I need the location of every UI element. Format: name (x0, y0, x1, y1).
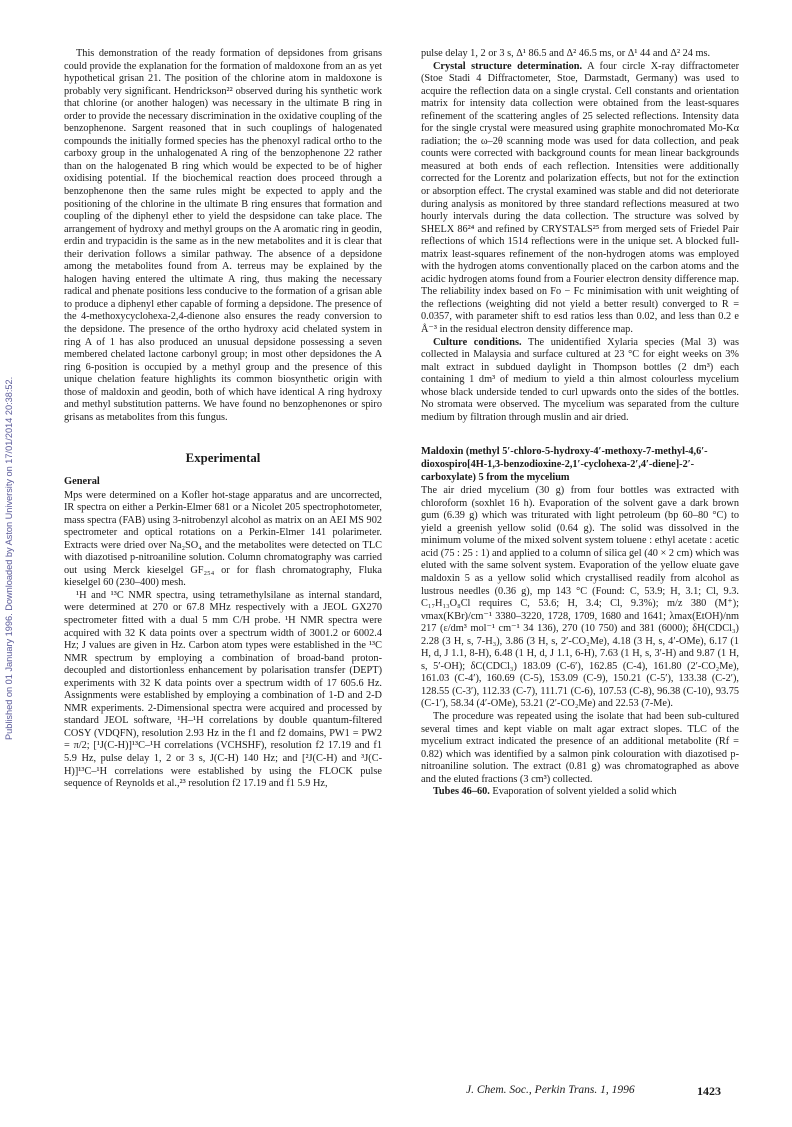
repeat-procedure-paragraph: The procedure was repeated using the isolate that had been sub-cultured several times and kept viable on malt agar extract slopes. TLC of the mycelium extract indicated the presence of an additional metabolite (Rf = 0.82) which was identified by a salmon pink colouration with diazotised p-nitroaniline solution. The extract (0.81 g) was chromatographed as above and the eluted fractions (3 cm³) collected. (421, 711, 739, 785)
left-column (64, 48, 382, 791)
culture-conditions-paragraph (421, 337, 739, 425)
page-number: 1423 (697, 1084, 721, 1098)
download-watermark (4, 180, 18, 740)
tubes-heading: Tubes 46–60. (433, 786, 490, 798)
right-column (421, 48, 739, 799)
page-footer (466, 1084, 766, 1100)
crystal-structure-paragraph (421, 61, 739, 337)
crystal-structure-heading: Crystal structure determination. (433, 60, 583, 72)
download-watermark-text: Published on 01 January 1996. Downloaded by Aston University on 17/01/2014 20:38:52. (4, 376, 14, 740)
maldoxin-isolation-paragraph: The air dried mycelium (30 g) from four bottles was extracted with chloroform (soxhlet 16 h). Evaporation of the solvent gave a dark brown gum (6.39 g) which was triturated with light petroleum (bp 60–80 °C) to yield a greenish yellow solid (0.64 g). The solid was dissolved in the minimum volume of the mixed solvent system toluene : ethyl acetate : acetic acid (75 : 25 : 1) and applied to a column of silica gel (40 × 2 cm) which was eluted with the same solvent system. Evaporation of the yellow eluate gave maldoxin 5 as a yellow solid which crystallised readily from alcohol as lustrous needles (0.36 g), mp 143 °C (Found: C, 53.9; H, 3.1; Cl, 9.3. C₁₇H₁₃O₈Cl requires C, 53.6; H, 3.4; Cl, 9.3%); m/z 380 (M⁺); νmax(KBr)/cm⁻¹ 3380–3220, 1728, 1709, 1680 and 1641; λmax(EtOH)/nm 217 (ε/dm³ mol⁻¹ cm⁻¹ 34 136), 270 (10 750) and 381 (6000); δH(CDCl₃) 2.28 (3 H, s, 7-H₃), 3.86 (3 H, s, 2′-CO₂Me), 4.18 (3 H, s, 4′-OMe), 6.17 (1 H, d, J 1.1, 8-H), 6.48 (1 H, d, J 1.1, 6-H), 7.63 (1 H, s, 3′-H) and 9.87 (1 H, s, 5′-OH); δC(CDCl₃) 183.09 (C-6′), 162.85 (C-4), 161.80 (2′-CO₂Me), 161.03 (C-4′), 160.69 (C-5), 153.09 (C-9), 150.21 (C-5′), 133.38 (C-2′), 128.55 (C-3′), 112.33 (C-7), 111.71 (C-6), 107.53 (C-8), 96.38 (C-10), 93.75 (C-1′), 58.34 (4′-OMe), 53.21 (2′-CO₂Me) and 22.53 (7-Me). (421, 485, 739, 710)
tubes-text: Evaporation of solvent yielded a solid which (489, 786, 677, 798)
crystal-structure-text: A four circle X-ray diffractometer (Stoe Stadi 4 Diffractometer, Stoe, Darmstadt, Germany) was used to acquire the reflection data on a single crystal. Cell constants and orientation matrix for intensity data collection were obtained from the least-squares refinement of the scattering angles of 25 selected reflections. Intensity data for the single crystal were measured using graphite monochromated Mo-Kα radiation; the ω–2θ scanning mode was used for data collection, and peak counts were corrected with background counts for mean linear backgrounds measured at both ends of each reflection. Intensities were additionally corrected for the Lorentz and polarization effects, but not for the extinction or absorption effect. The crystal examined was stable and did not deteriorate during analysis as monitored by three standard reflections measured at two hourly intervals during the data collection. The structure was solved by SHELX 86²⁴ and refined by CRYSTALS²⁵ from merged sets of Friedel Pair reflections of which 1514 reflections were in the unique set. A blocked full-matrix least-squares refinement of the non-hydrogen atoms was employed with the hydrogen atoms conventionally placed on the carbon atoms and the acidic hydrogen atoms found from a Fourier electron density difference map. The reliability index based on Fo − Fc minimisation with unit weighting of the reflections (weighting did not yield a better result) converged to R = 0.0357, with parameter shift to esd ratios less than 0.02, and less than 0.2 e Å⁻³ in the residual electron density difference map. (421, 60, 739, 336)
general-methods-paragraph: Mps were determined on a Kofler hot-stage apparatus and are uncorrected, IR spectra on either a Perkin-Elmer 681 or a Nicolet 205 spectrophotometer, mass spectra (FAB) using 3-nitrobenzyl alcohol as matrix on an AEI MS 902 spectrometer and optical rotations on a Perkin-Elmer 141 polarimeter. Extracts were dried over Na₂SO₄ and the metabolites were detected on TLC with diazotised p-nitroaniline solution. Column chromatography was carried out using Merck kieselgel GF₂₅₄ or for flash chromatography, Fluka kieselgel 60 (230–400) mesh. (64, 489, 382, 589)
culture-conditions-text: The unidentified Xylaria species (Mal 3) was collected in Malaysia and surface cultured at 23 °C for eight weeks on 3% malt extract in subdued daylight in Thompson bottles (2 dm³) each containing 1 dm³ of medium to yield a thin almost colourless mycelium whose black underside tended to curl upwards onto the sides of the bottles. No stromata were observed. The mycelium was separated from the culture medium by filtration through muslin and air dried. (421, 336, 739, 423)
nmr-methods-paragraph: ¹H and ¹³C NMR spectra, using tetramethylsilane as internal standard, were determined at 270 or 67.8 MHz respectively with a JEOL GX270 spectrometer fitted with a dual 5 mm C/H probe. ¹H NMR spectra were acquired with 32 K data points over a spectrum width of 3001.2 or 6002.4 Hz; J values are given in Hz. Carbon atom types were established in the ¹³C NMR spectrum by employing a combination of broad-band proton-decoupled and distortionless enhancement by polarisation transfer (DEPT) experiments with 32 K data points over a spectrum width of 17 605.6 Hz. Assignments were established by employing a combination of 1-D and 2-D NMR experiments. 2-Dimensional spectra were acquired and processed by standard JEOL software, ¹H–¹H correlations by double quantum-filtered COSY (VDQFN), resolution 2.93 Hz in the f1 and f2 domains, PW1 = PW2 = π/2; [¹J(C-H)]¹³C–¹H correlations (VCHSHF), resolution f2 17.19 and f1 5.9 Hz, pulse delay 1, 2 or 3 s, J(C-H) 140 Hz; and [²J(C-H) and ³J(C-H)]¹³C–¹H correlations were established by using the FLOCK pulse sequence of Reynolds et al.,²³ resolution f2 17.19 and f1 5.9 Hz, (64, 589, 382, 790)
nmr-continuation-paragraph: pulse delay 1, 2 or 3 s, Δ¹ 86.5 and Δ² 46.5 ms, or Δ¹ 44 and Δ² 24 ms. (421, 48, 711, 59)
culture-conditions-heading: Culture conditions. (433, 336, 522, 348)
section-title-experimental: Experimental (185, 451, 261, 466)
discussion-paragraph: This demonstration of the ready formation of depsidones from grisans could provide the explanation for the formation of maldoxone from an as yet hypothetical grisan 21. The position of the chlorine atom in maldoxone is probably very significant. Hendrickson²² observed during his synthetic work that chlorine (or another halogen) was necessary in the ultimate B ring in order to provide the necessary discrimination in the oxidative coupling of the benzophenone. Sargent reasoned that in such couplings of halogenated compounds the initially formed species has the phenoxyl radical ortho to the carboxy group in the unhalogenated A ring of the benzophenone 22 rather than on the halogenated B ring which would be expected to be of higher oxidising potential. If the biochemical reaction does proceed through a benzophenone then the same rules might be expected to apply and the positioning of the chlorine in the ultimate B ring ensures that formation and coupling of the diphenyl ether to yield the despsidone can take place. The arrangement of hydroxy and methyl groups on the A aromatic ring in geodin, erdin and trypacidin is the same as in the new metabolites and it is clear that their derivation follows a similar pathway. The absence of a depsidone among the metabolites found from A. terreus may be explained by the halogen having entered the ultimate A ring, thus making the necessary radical and phenate positions less conducive to the formation of a grisan able to produce a diphenyl ether capable of forming a depsidone. The presence of the 4-methoxycyclohexa-2,4-dienone also ensures the ready conversion to the depsidone. The presence of the ortho hydroxy acid chelated system in ring A of 1 has also produced an unusual depsidone possessing a seven membered chelated lactone carbonyl group; in most other depsidones the A ring 6-position is occupied by a methyl group and the presence of this unique chelation feature highlights its common biosynthetic origin with those of maldoxin and geodin, both of which have identical A ring hydroxy and methyl substitution patterns. We have found no benzophenones or spiro grisans as metabolites from this fungus. (64, 48, 382, 423)
tubes-paragraph (421, 786, 739, 799)
journal-citation: J. Chem. Soc., Perkin Trans. 1, 1996 (466, 1084, 635, 1096)
subsection-title-general: General (64, 475, 100, 487)
compound-title-maldoxin: Maldoxin (methyl 5′-chloro-5-hydroxy-4′-methoxy-7-methyl-4,6′-dioxospiro[4H-1,3-benzodioxine-2,1′-cyclohexa-2′,4′-diene]-2′-carboxylate) 5 from the mycelium (421, 446, 708, 483)
